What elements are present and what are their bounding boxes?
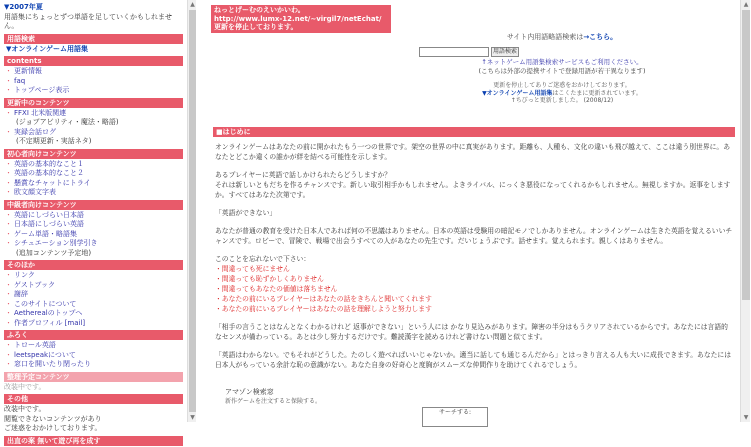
nav-link-guestbook[interactable]: ・ ゲストブック [4, 281, 183, 291]
paragraph-7: 「英語はわからない。でもそれがどうした。たのしく遊べればいいじゃないか。適当に話しても通じるんだから」とはっきり言える人も大いに成長できます。あなたには日本人がもっている余計な恥の意識がない。あなた自身の好奇心と度胸がスムーズな仲間作りを助けてくれるでしょう。 [215, 351, 732, 369]
intro-body [215, 142, 733, 378]
paragraph-4: あなたが普通の教育を受けた日本人であれば何の不思議はありません。日本の英語は受験用の暗記モノでしかありません。オンラインゲームは生きた英語を覚えるいいチャンスです。ロビーで、冒険で、戦場で出会うすべての人があなたの先生です。だいじょうぶです。話せます。覚えられます。親しくはありません。 [215, 227, 733, 245]
nav-link-situation[interactable]: ・ シチュエーション別学引き [4, 239, 183, 249]
update-line-1: 更新を停止してありご迷惑をおかけしております。 [493, 82, 631, 89]
left-scrollbar[interactable] [187, 0, 196, 422]
update-glossary-link[interactable]: ▼オンラインゲーム用語集 [482, 89, 553, 97]
rule-5: ・あなたの前にいるプレイヤーはあなたの話を理解しようと努力します [215, 305, 432, 313]
section-header-pending: 整理予定コンテンツ [4, 372, 183, 382]
left-navigation-frame [0, 0, 196, 445]
site-search-text: サイト内用語略語検索は [506, 33, 584, 41]
nav-link-game-words[interactable]: ・ ゲーム単語・略語集 [4, 230, 183, 240]
amazon-search-section [225, 387, 321, 407]
external-search-info [392, 58, 732, 75]
misc-line-1: 改装中です。 [4, 405, 46, 413]
rule-4: ・あなたの前にいるプレイヤーはあなたの話をきちんと聞いてくれます [215, 295, 432, 303]
scroll-down-arrow-icon[interactable]: ▼ [190, 414, 195, 421]
paragraph-6: 「相手の言うことはなんとなくわかるけれど 返事ができない」という人には かなり見込みがあります。障害の半分はもうクリアされているからです。あなたには言語的なセンスが備わっている。あとは少し努力するだけです。難読漢字を読めるけれど書けない問題と似てます。 [215, 323, 728, 341]
nav-link-basic2[interactable]: ・ 英語の基本的なこと２ [4, 169, 183, 179]
paragraph-1: オンラインゲームはあなたの前に開かれたもう一つの世界です。架空の世界の中に真実があります。距離も、人種も、文化の違いも飛び越えて、ここは違う別世界に。あなたとどこか違くの誰かが絆を結べる可能性を示します。 [215, 143, 730, 161]
misc-line-3: ご迷惑をおかけしております。 [4, 424, 102, 432]
notice-url[interactable]: http://www.lumx-12.net/~virgil7/netEchat/ [214, 14, 382, 23]
amazon-search-box[interactable]: サーチする: [422, 407, 488, 427]
site-search-label [397, 33, 727, 42]
section-header-contents: contents [4, 56, 183, 66]
main-scroll-up-arrow-icon[interactable]: ▲ [743, 1, 749, 8]
intro-section-header: ■はじめに [213, 127, 735, 137]
section-header-search: 用語検索 [4, 34, 183, 44]
left-nav-content [0, 0, 187, 447]
nav-link-jp-hard[interactable]: ・ 英語にしづらい日本語 [4, 211, 183, 221]
nav-note-planned: (追加コンテンツ予定地) [16, 248, 92, 257]
scroll-up-arrow-icon[interactable]: ▲ [190, 1, 195, 8]
section-header-intermediate: 中級者向けコンテンツ [4, 200, 183, 210]
amazon-title: アマゾン検索窓 [225, 388, 274, 396]
nav-link-thanks[interactable]: ・ 謝辞 [4, 290, 183, 300]
misc-line-2: 閲覧できないコンテンツがあり [4, 414, 102, 423]
paragraph-2: あるプレイヤーに英語で話しかけられたらどうしますか？ [215, 171, 392, 179]
rule-3: ・間違ってもあなたの価値は落ちません [215, 285, 338, 293]
notice-banner [211, 5, 391, 33]
main-content-frame [197, 0, 740, 422]
left-scroll-thumb[interactable] [189, 10, 196, 412]
nav-link-window[interactable]: ・ 窓口を開いたり閉ったり [4, 360, 183, 370]
update-line-2: はこくたまに更新されています。 [552, 89, 642, 97]
notice-status: 更新を停止しております。 [214, 23, 298, 31]
intro-text: 用語集にちょっとずつ単語を足していくかもしれません。 [4, 12, 172, 30]
update-line-3: ↑ちびっと更新しました。 (2008/12) [510, 97, 614, 104]
notice-title: ねっとげーむのえいかいわ。 [214, 6, 305, 14]
section-header-bottom: 出直の案 無いて遊び再を成す [4, 436, 183, 446]
nav-link-faq[interactable]: ・ faq [4, 77, 183, 87]
section-header-appendix: ふろく [4, 330, 183, 340]
section-header-misc: その他 [4, 394, 183, 404]
paragraph-2b: それは新しいともだちを作るチャンスです。新しい取引相手かもしれません。よきライバル、にっくき悪役になってくれるかもしれません。無視しますか。返事をしますか。すべてはあなた次第です。 [215, 181, 731, 199]
pending-text: 改装中です。 [4, 382, 46, 391]
external-search-note: (こちらは外部の提携サイトで登録用語が若干異なります) [478, 66, 646, 75]
year-label: ▼2007年夏 [4, 3, 43, 11]
nav-note-ffxi: (ジョブアビリティ・魔法・略語) [16, 118, 119, 126]
nav-link-chat[interactable]: ・ 懸賞なチャットにトライ [4, 179, 183, 189]
paragraph-5: このことを忘れないで下さい： [215, 255, 311, 263]
nav-link-updates[interactable]: ・ 更新情報 [4, 67, 183, 77]
glossary-link[interactable]: ▼オンラインゲーム用語集 [6, 44, 89, 53]
section-header-updating: 更新中のコンテンツ [4, 98, 183, 108]
section-header-beginner: 初心者向けコンテンツ [4, 149, 183, 159]
amazon-note: 新作ゲームを注文すると保険する。 [225, 398, 322, 405]
nav-note-chatlog: (不定期更新・実話ネタ) [16, 137, 92, 145]
external-search-link[interactable]: ↑ネットゲーム用語集検索サービスもご利用ください。 [481, 58, 643, 66]
nav-link-leetspeak[interactable]: ・ leetspeakについて [4, 351, 183, 361]
rule-1: ・間違っても死にません [215, 265, 290, 273]
site-search-link[interactable]: →こちら。 [583, 33, 618, 41]
section-header-other: そのほか [4, 260, 183, 270]
update-notice [392, 82, 732, 105]
paragraph-3: 「英語ができない」 [215, 209, 277, 217]
nav-link-links[interactable]: ・ リンク [4, 271, 183, 281]
rule-2: ・間違っても恥ずかしくありません [215, 275, 324, 283]
search-button[interactable]: 用語検索 [492, 48, 517, 55]
nav-link-troll[interactable]: ・ トロール英語 [4, 341, 183, 351]
nav-link-emoticons[interactable]: ・ 欧文顔文字表 [4, 188, 183, 198]
nav-link-top[interactable]: ・ トップページ表示 [4, 86, 183, 96]
nav-link-en-hard[interactable]: ・ 日本語にしづらい英語 [4, 220, 183, 230]
nav-link-chatlog[interactable]: ・ 実録会話ログ [4, 128, 183, 138]
nav-link-aethereal[interactable]: ・ Aetherealのトップへ [4, 309, 183, 319]
nav-link-ffxi[interactable]: ・ FFXI 北米版関連 [4, 109, 183, 119]
search-input[interactable] [419, 47, 489, 57]
nav-link-about[interactable]: ・ このサイトについて [4, 300, 183, 310]
main-scrollbar[interactable] [740, 0, 750, 422]
search-row [419, 47, 619, 58]
nav-link-basic1[interactable]: ・ 英語の基本的なこと１ [4, 160, 183, 170]
nav-link-profile[interactable]: ・ 作者プロフィル [mail] [4, 319, 183, 329]
main-scroll-thumb[interactable] [742, 10, 750, 300]
main-scroll-down-arrow-icon[interactable]: ▼ [743, 414, 749, 421]
